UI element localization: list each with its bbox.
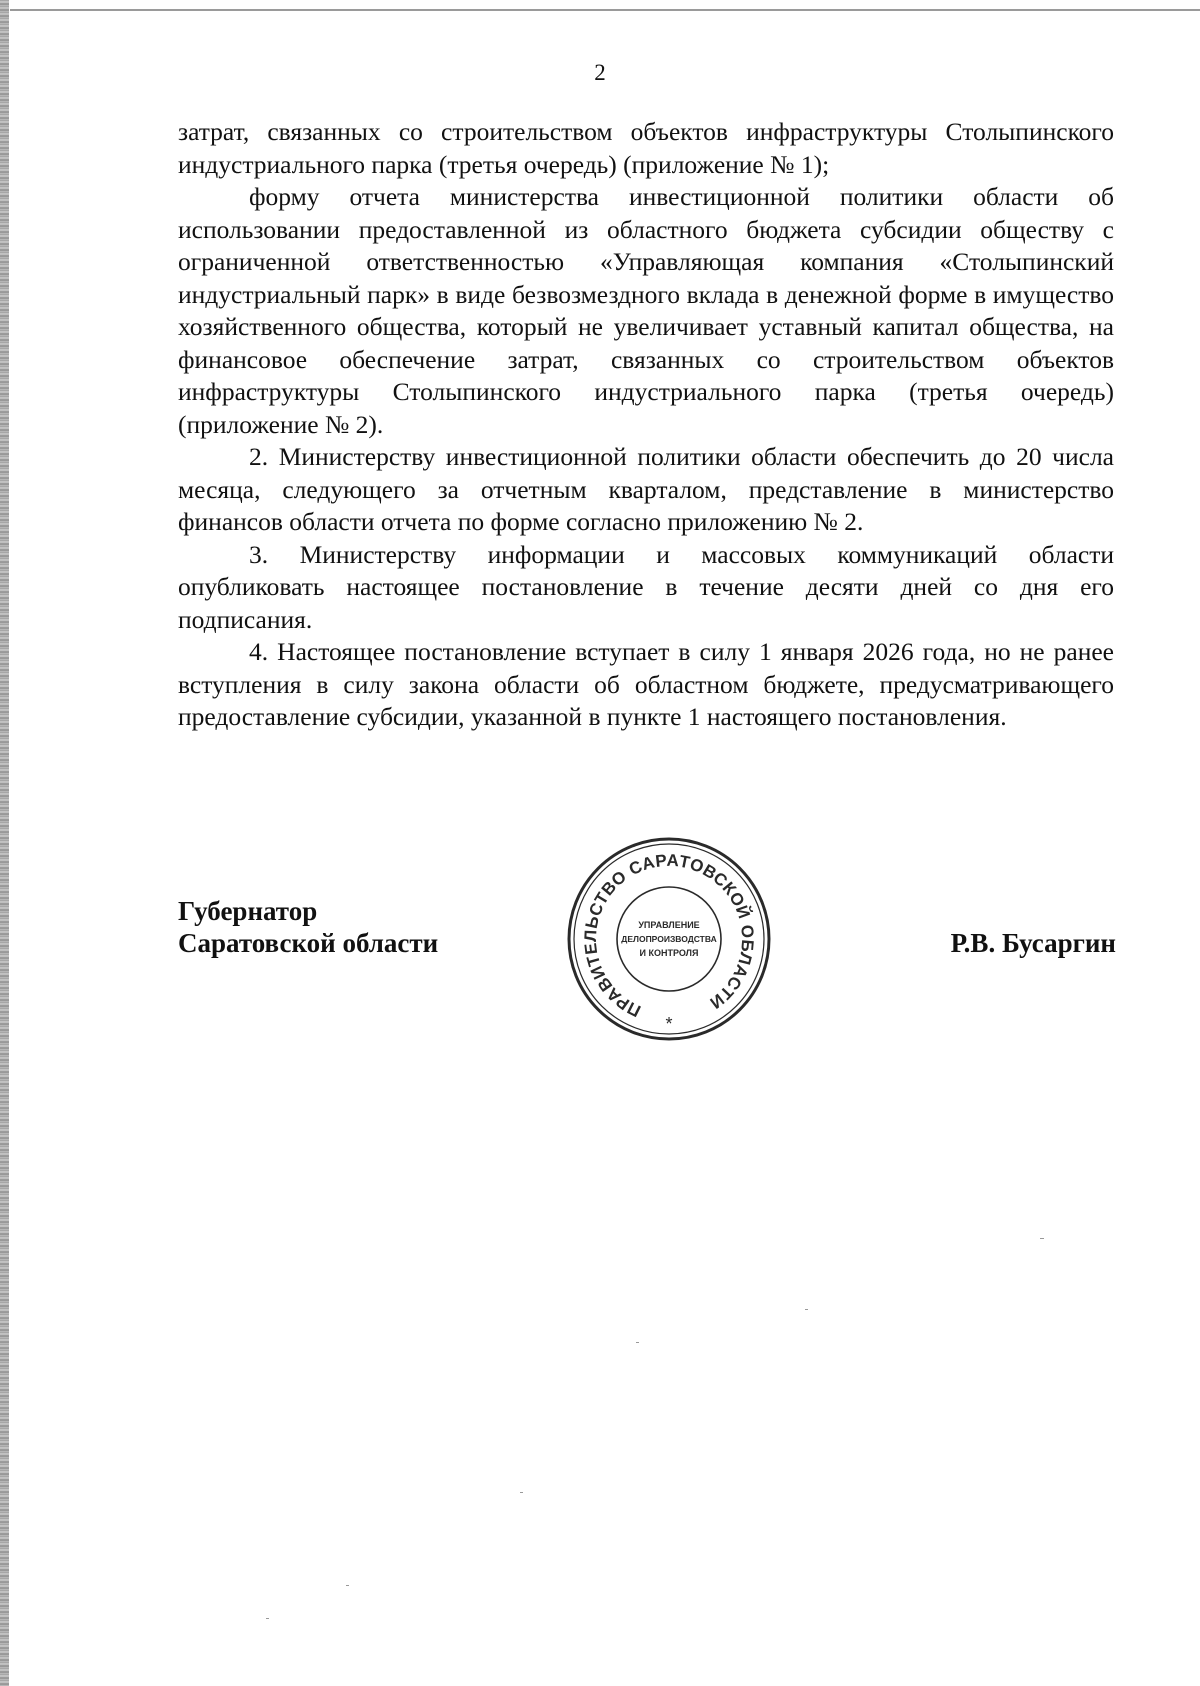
scan-speck (520, 1492, 523, 1493)
page-number: 2 (594, 60, 606, 85)
paragraph-item-4: 4. Настоящее постановление вступает в силу 1 января 2026 года, но не ранее вступления в силу закона области об областном бюджете, предусматривающего предоставление субсидии, указанной в пункте 1 настоящего постановления. (178, 637, 1114, 731)
scan-speck (805, 1309, 808, 1310)
signature-name: Р.В. Бусаргин (950, 928, 1116, 958)
seal-inner-line1: УПРАВЛЕНИЕ (638, 920, 700, 930)
paragraph-report-form: форму отчета министерства инвестиционной политики области об использовании предоставленной из областного бюджета субсидии обществу с ограниченной ответственностью «Управляющая компания «Столыпинский индустриальный парк» в виде безвозмездного вклада в денежной форме в имущество хозяйственного общества, который не увеличивает уставный капитал общества, на финансовое обеспечение затрат, связанных со строительством объектов инфраструктуры Столыпинского индустриального парка (третья очередь) (приложение № 2). (178, 182, 1114, 439)
paragraph-item-2: 2. Министерству инвестиционной политики области обеспечить до 20 числа месяца, следующего за отчетным кварталом, представление в министерство финансов области отчета по форме согласно приложению № 2. (178, 442, 1114, 536)
official-seal (564, 834, 774, 1044)
scan-speck (636, 1342, 639, 1343)
signature-title (178, 895, 438, 959)
scan-edge (0, 0, 9, 1686)
seal-star: * (665, 1014, 673, 1034)
seal-outer-text: ПРАВИТЕЛЬСТВО САРАТОВСКОЙ ОБЛАСТИ (580, 850, 758, 1021)
signature-title-line2: Саратовской области (178, 928, 439, 958)
scan-speck (266, 1618, 269, 1619)
paragraph-item-3: 3. Министерству информации и массовых коммуникаций области опубликовать настоящее постановление в течение десяти дней со дня его подписания. (178, 539, 1114, 634)
seal-inner-line2: ДЕЛОПРОИЗВОДСТВА (621, 934, 717, 944)
paragraph-1-continuation: затрат, связанных со строительством объектов инфраструктуры Столыпинского индустриального парка (третья очередь) (приложение № 1); (178, 117, 1114, 179)
document-body (178, 116, 1114, 734)
scan-speck (1040, 1238, 1044, 1239)
seal-inner-line3: И КОНТРОЛЯ (639, 948, 699, 958)
scan-speck (346, 1585, 349, 1586)
signature-title-line1: Губернатор (178, 896, 318, 926)
scan-top-rule (10, 9, 1200, 11)
